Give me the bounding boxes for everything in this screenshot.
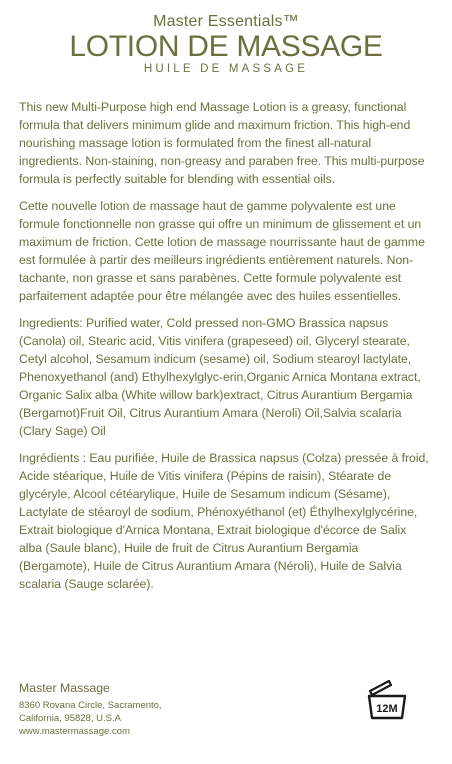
product-subtitle: HUILE DE MASSAGE [143,63,309,75]
address-line-2: California, 95828, U.S.A [19,713,121,724]
period-after-opening-badge [364,679,410,721]
ingredients-english: Ingredients: Purified water, Cold pressed non-GMO Brassica napsus (Canola) oil, Stearic acid, Vitis vinifera (grapeseed) oil, Glyceryl stearate, Cetyl alcohol, Sesamum indicum (sesame) oil, Sodium stearoyl lactylate, Phenoxyethanol (and) Ethylhexylglyc-erin,Organic Arnica Montana extract, Organic Salix alba (White willow bark)extract, Citrus Aurantium Bergamia (Bergamot)Fruit Oil, Citrus Aurantium Amara (Neroli) Oil,Salvia scalaria (Clary Sage) Oil [19,316,421,438]
label-body [19,98,431,602]
description-french: Cette nouvelle lotion de massage haut de gamme polyvalente est une formule fonctionnelle non grasse qui offre un minimum de glissement et un maximum de friction. Cette lotion de massage nourrissante haut de gamme est formulée à partir des meilleurs ingrédients entièrement naturels. Non-tachante, non grasse et sans parabènes. Cette formule polyvalente est parfaitement adaptée pour être mélangée avec des huiles essentielles. [19,199,425,303]
pao-label: 12M [376,703,398,715]
address-line-1: 8360 Rovana Circle, Sacramento, [19,700,162,711]
open-jar-icon [364,679,410,721]
ingredients-french: Ingrédients : Eau purifiée, Huile de Brassica napsus (Colza) pressée à froid, Acide stéarique, Huile de Vitis vinifera (Pépins de raisin), Stéarate de glycéryle, Alcool cétéarylique, Huile de Sesamum indicum (Sésame), Lactylate de stéaroyl de sodium, Phénoxyéthanol (et) Éthylhexylglycérine, Extrait biologique d'Arnica Montana, Extrait biologique d'écorce de Salix alba (Saule blanc), Huile de fruit de Citrus Aurantium Bergamia (Bergamote), Huile de Citrus Aurantium Amara (Néroli), Huile de Salvia scalaria (Sauge sclarée). [19,451,429,591]
label-header [0,0,452,76]
company-name: Master Massage [19,681,110,695]
brand-name: Master Essentials™ [153,13,299,30]
description-english: This new Multi-Purpose high end Massage Lotion is a greasy, functional formula that delivers minimum glide and maximum friction. This high-end nourishing massage lotion is formulated from the finest all-natural ingredients. Non-staining, non-greasy and paraben free. This multi-purpose formula is perfectly suitable for blending with essential oils. [19,100,425,186]
product-title: LOTION DE MASSAGE [69,30,383,63]
website: www.mastermassage.com [19,726,130,737]
